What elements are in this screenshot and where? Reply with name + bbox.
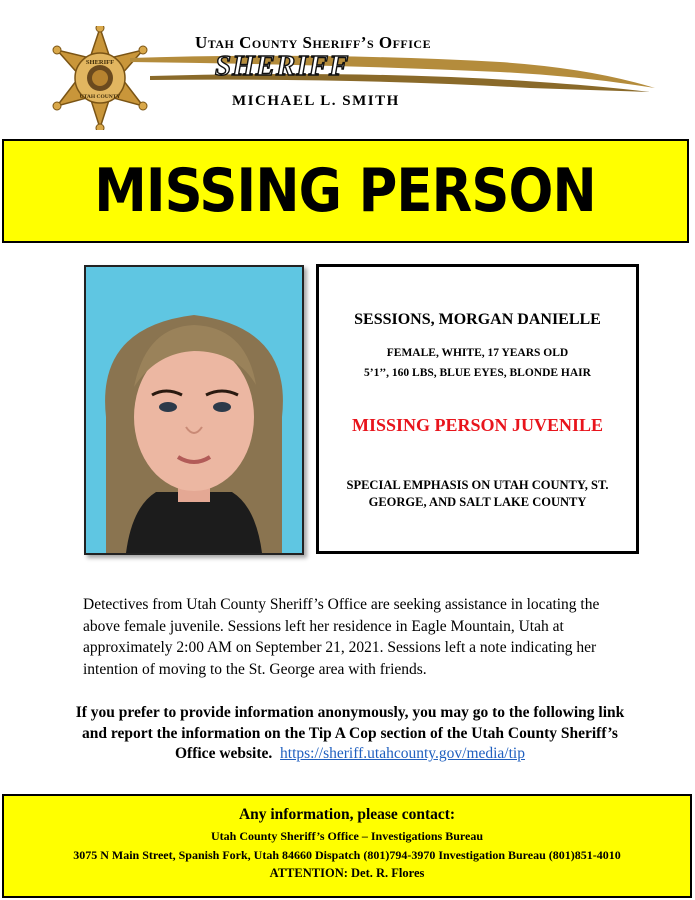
case-status: MISSING PERSON JUVENILE	[351, 415, 604, 435]
contact-bureau: Utah County Sheriff’s Office – Investigations Bureau	[211, 829, 483, 843]
contact-address-phones: 3075 N Main Street, Spanish Fork, Utah 84660 Dispatch (801)794-3970 Investigation Bureau (801)851-4010	[73, 848, 621, 862]
office-title: Utah County Sheriff’s Office	[195, 33, 432, 52]
subject-demographics: FEMALE, WHITE, 17 YEARS OLD	[386, 347, 569, 359]
swoosh-decoration	[120, 48, 660, 98]
header	[0, 0, 695, 135]
case-description: Detectives from Utah County Sheriff’s Office are seeking assistance in locating the above female juvenile. Sessions left her residence in Eagle Mountain, Utah at approximately 2:00 AM on September 21, 2021. Sessions left a note indicating her intention of moving to the St. George area with friends.	[83, 596, 600, 678]
badge-bottom-text: UTAH COUNTY	[79, 94, 121, 100]
subject-name: SESSIONS, MORGAN DANIELLE	[354, 311, 601, 328]
banner-title: MISSING PERSON	[94, 156, 597, 226]
subject-info-box	[316, 264, 639, 554]
search-emphasis: SPECIAL EMPHASIS ON UTAH COUNTY, ST. GEORGE, AND SALT LAKE COUNTY	[346, 478, 609, 509]
subject-description: 5’1’’, 160 LBS, BLUE EYES, BLONDE HAIR	[364, 367, 591, 379]
tip-link[interactable]: https://sheriff.utahcounty.gov/media/tip	[280, 745, 525, 762]
tip-text: If you prefer to provide information anonymously, you may go to the following link and report the information on the Tip A Cop section of the Utah County Sheriff’s Office website.	[75, 704, 625, 762]
contact-attention: ATTENTION: Det. R. Flores	[269, 866, 425, 880]
subject-photo	[84, 265, 304, 555]
sheriff-name: MICHAEL L. SMITH	[232, 93, 400, 109]
contact-heading: Any information, please contact:	[238, 806, 456, 823]
contact-footer	[2, 794, 692, 898]
portrait-image	[86, 267, 302, 553]
sheriff-wordmark: SHERIFF	[215, 50, 350, 82]
missing-person-banner	[2, 139, 689, 243]
badge-top-text: SHERIFF	[85, 59, 115, 66]
tip-paragraph	[70, 703, 630, 765]
